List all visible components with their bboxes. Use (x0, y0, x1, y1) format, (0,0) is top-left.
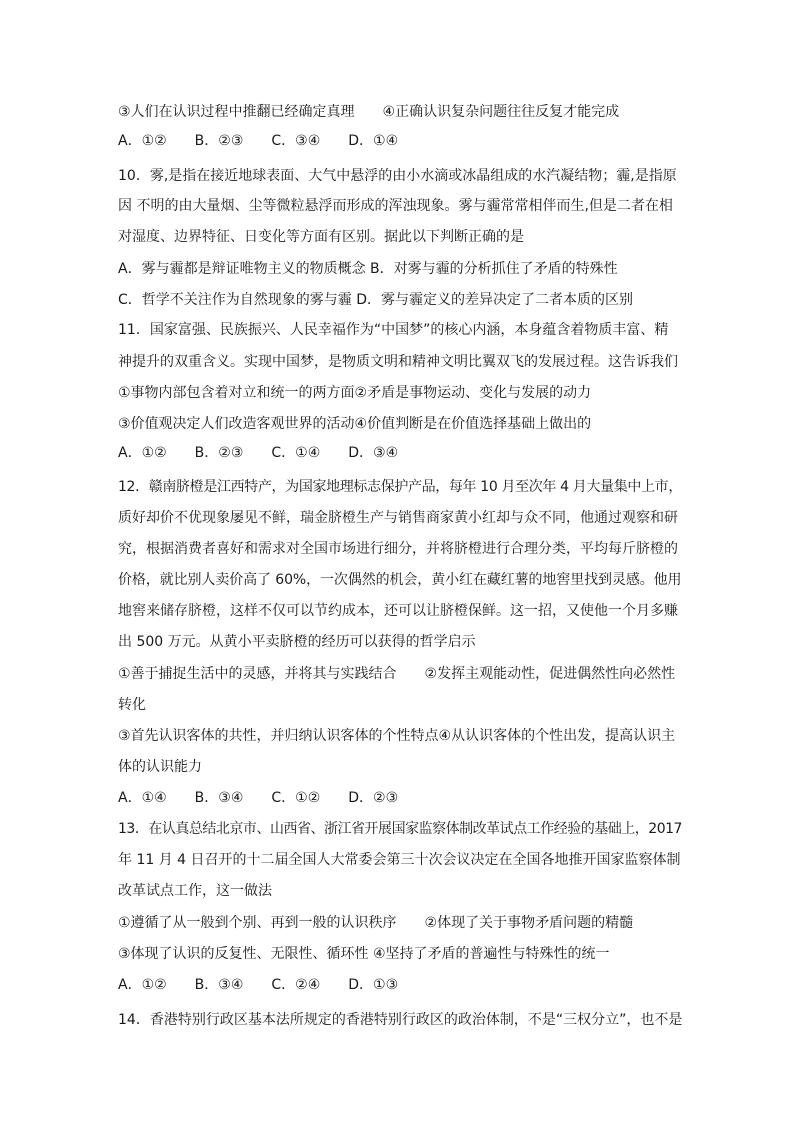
answer-choices-q13: A．①② B．③④ C．②④ D．①③ (118, 977, 399, 993)
question-11-statements-1: ①事物内部包含着对立和统一的两方面②矛盾是事物运动、变化与发展的动力 (118, 385, 592, 401)
question-13-statements-1: ①遵循了从一般到个别、再到一般的认识秩序 ②体现了关于事物矛盾问题的精髓 (118, 915, 634, 931)
option-line-3-4: ③人们在认识过程中推翻已经确定真理 ④正确认识复杂问题往往反复才能完成 (118, 104, 620, 120)
question-13-statements-2: ③体现了认识的反复性、无限性、循环性 ④坚持了矛盾的普遍性与特殊性的统一 (118, 946, 610, 962)
question-13-text: 13．在认真总结北京市、山西省、浙江省开展国家监察体制改革试点工作经验的基础上，2017 (118, 821, 682, 837)
question-11-text-2: 神提升的双重含义。实现中国梦，是物质文明和精神文明比翼双飞的发展过程。这告诉我们 (118, 354, 678, 370)
question-13-text-2: 年 11 月 4 日召开的十二届全国人大常委会第三十次会议决定在全国各地推开国家监察体制 (118, 852, 681, 868)
question-12-text-4: 价格，就比别人卖价高了 60%，一次偶然的机会，黄小红在藏红薯的地窖里找到灵感。他用 (118, 572, 682, 588)
answer-choices-q12: A．①④ B．③④ C．①② D．②③ (118, 790, 399, 806)
question-12-text-6: 出 500 万元。从黄小平卖脐橙的经历可以获得的哲学启示 (118, 634, 476, 650)
question-10-text: 10．雾,是指在接近地球表面、大气中悬浮的由小水滴或冰晶组成的水汽凝结物；霾,是指原 (118, 168, 677, 184)
question-10-option-cd: C．哲学不关注作为自然现象的雾与霾 D．雾与霾定义的差异决定了二者本质的区别 (118, 292, 634, 308)
question-12-text-5: 地窖来储存脐橙，这样不仅可以节约成本，还可以让脐橙保鲜。这一招，又使他一个月多赚 (118, 603, 678, 619)
question-11-statements-2: ③价值观决定人们改造客观世界的活动④价值判断是在价值选择基础上做出的 (118, 416, 592, 432)
question-10-text-3: 对湿度、边界特征、日变化等方面有区别。据此以下判断正确的是 (118, 229, 524, 245)
question-14-text: 14．香港特别行政区基本法所规定的香港特别行政区的政治体制，不是“三权分立”，也不是 (118, 1012, 683, 1028)
question-13-text-3: 改革试点工作，这一做法 (118, 883, 272, 899)
answer-choices-q11: A．①② B．②③ C．①④ D．③④ (118, 445, 399, 461)
question-10-option-ab: A．雾与霾都是辩证唯物主义的物质概念 B．对雾与霾的分析抓住了矛盾的特殊性 (118, 261, 618, 277)
answer-choices-q9: A．①② B．②③ C．③④ D．①④ (118, 133, 399, 149)
question-12-statements-1: ①善于捕捉生活中的灵感，并将其与实践结合 ②发挥主观能动性，促进偶然性向必然性 (118, 666, 676, 682)
question-12-statements-1-cont: 转化 (118, 697, 146, 713)
question-12-text-2: 质好却价不优现象屡见不鲜，瑞金脐橙生产与销售商家黄小红却与众不同，他通过观察和研 (118, 510, 678, 526)
question-12-statements-2: ③首先认识客体的共性，并归纳认识客体的个性特点④从认识客体的个性出发，提高认识主 (118, 728, 676, 744)
question-12-text-3: 究，根据消费者喜好和需求对全国市场进行细分，并将脐橙进行合理分类，平均每斤脐橙的 (118, 541, 678, 557)
question-10-text-2: 因 不明的由大量烟、尘等微粒悬浮而形成的浑浊现象。雾与霾常常相伴而生,但是二者在相 (118, 198, 673, 214)
question-12-text: 12．赣南脐橙是江西特产，为国家地理标志保护产品，每年 10 月至次年 4 月大量集中上市， (118, 479, 682, 495)
question-11-text: 11．国家富强、民族振兴、人民幸福作为“中国梦”的核心内涵，本身蕴含着物质丰富、精 (118, 322, 669, 338)
question-12-statements-2-cont: 体的认识能力 (118, 759, 202, 775)
